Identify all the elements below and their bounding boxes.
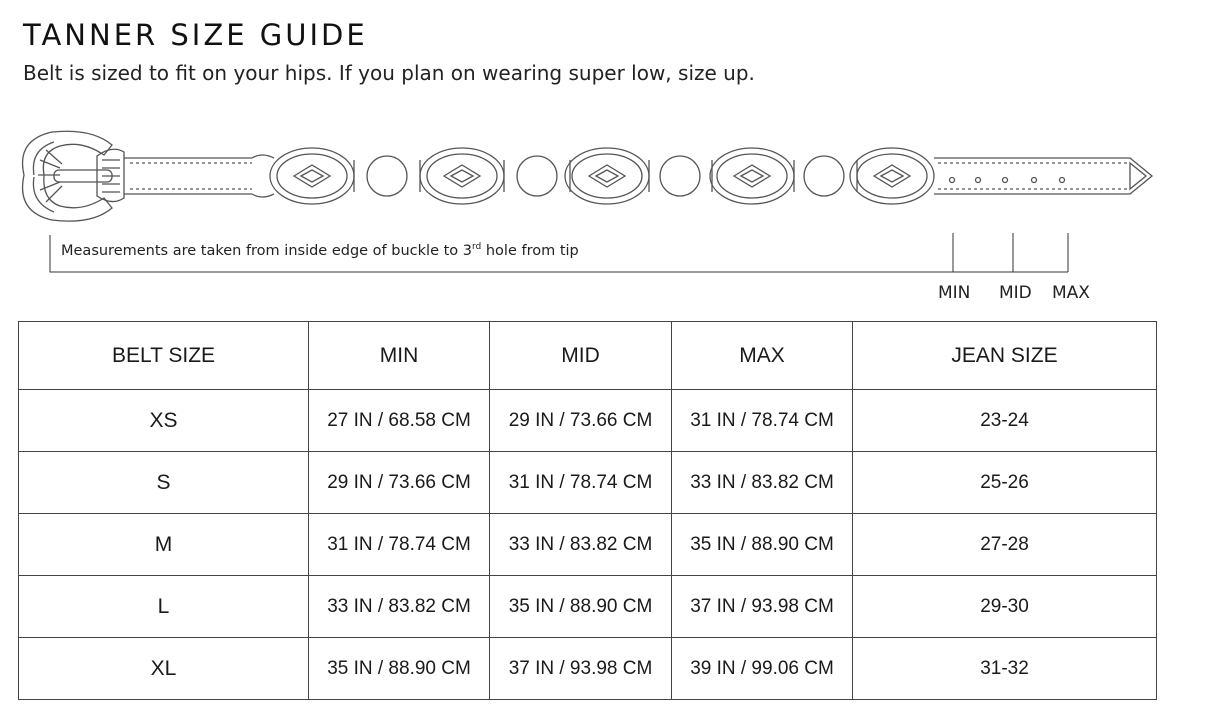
mark-mid-label: MID [999, 283, 1032, 303]
cell-belt-size: XS [19, 390, 309, 452]
cell-mid: 37 IN / 93.98 CM [490, 638, 672, 700]
cell-belt-size: M [19, 514, 309, 576]
cell-min: 27 IN / 68.58 CM [309, 390, 490, 452]
header-jean-size: JEAN SIZE [853, 322, 1157, 390]
page-subtitle: Belt is sized to fit on your hips. If you plan on wearing super low, size up. [23, 61, 755, 85]
cell-jean-size: 23-24 [853, 390, 1157, 452]
cell-belt-size: S [19, 452, 309, 514]
buckle-icon [23, 131, 124, 221]
table-row [19, 390, 1157, 452]
cell-max: 33 IN / 83.82 CM [672, 452, 853, 514]
cell-max: 31 IN / 78.74 CM [672, 390, 853, 452]
page-title: TANNER SIZE GUIDE [23, 18, 368, 52]
mark-max-label: MAX [1052, 283, 1090, 303]
cell-max: 37 IN / 93.98 CM [672, 576, 853, 638]
cell-max: 39 IN / 99.06 CM [672, 638, 853, 700]
cell-min: 35 IN / 88.90 CM [309, 638, 490, 700]
cell-mid: 35 IN / 88.90 CM [490, 576, 672, 638]
cell-mid: 33 IN / 83.82 CM [490, 514, 672, 576]
cell-jean-size: 29-30 [853, 576, 1157, 638]
cell-max: 35 IN / 88.90 CM [672, 514, 853, 576]
concho-row [270, 148, 934, 204]
table-row [19, 576, 1157, 638]
cell-jean-size: 27-28 [853, 514, 1157, 576]
cell-jean-size: 25-26 [853, 452, 1157, 514]
mark-min-label: MIN [938, 283, 971, 303]
table-header-row [19, 322, 1157, 390]
header-belt-size: BELT SIZE [19, 322, 309, 390]
header-mid: MID [490, 322, 672, 390]
cell-min: 33 IN / 83.82 CM [309, 576, 490, 638]
table-row [19, 452, 1157, 514]
size-table [18, 321, 1157, 700]
measurement-note: Measurements are taken from inside edge of buckle to 3rd hole from tip [61, 242, 579, 259]
cell-min: 31 IN / 78.74 CM [309, 514, 490, 576]
cell-min: 29 IN / 73.66 CM [309, 452, 490, 514]
table-row [19, 514, 1157, 576]
cell-belt-size: XL [19, 638, 309, 700]
belt-holes [950, 178, 1065, 183]
cell-mid: 31 IN / 78.74 CM [490, 452, 672, 514]
cell-mid: 29 IN / 73.66 CM [490, 390, 672, 452]
table-row [19, 638, 1157, 700]
header-max: MAX [672, 322, 853, 390]
cell-jean-size: 31-32 [853, 638, 1157, 700]
header-min: MIN [309, 322, 490, 390]
cell-belt-size: L [19, 576, 309, 638]
